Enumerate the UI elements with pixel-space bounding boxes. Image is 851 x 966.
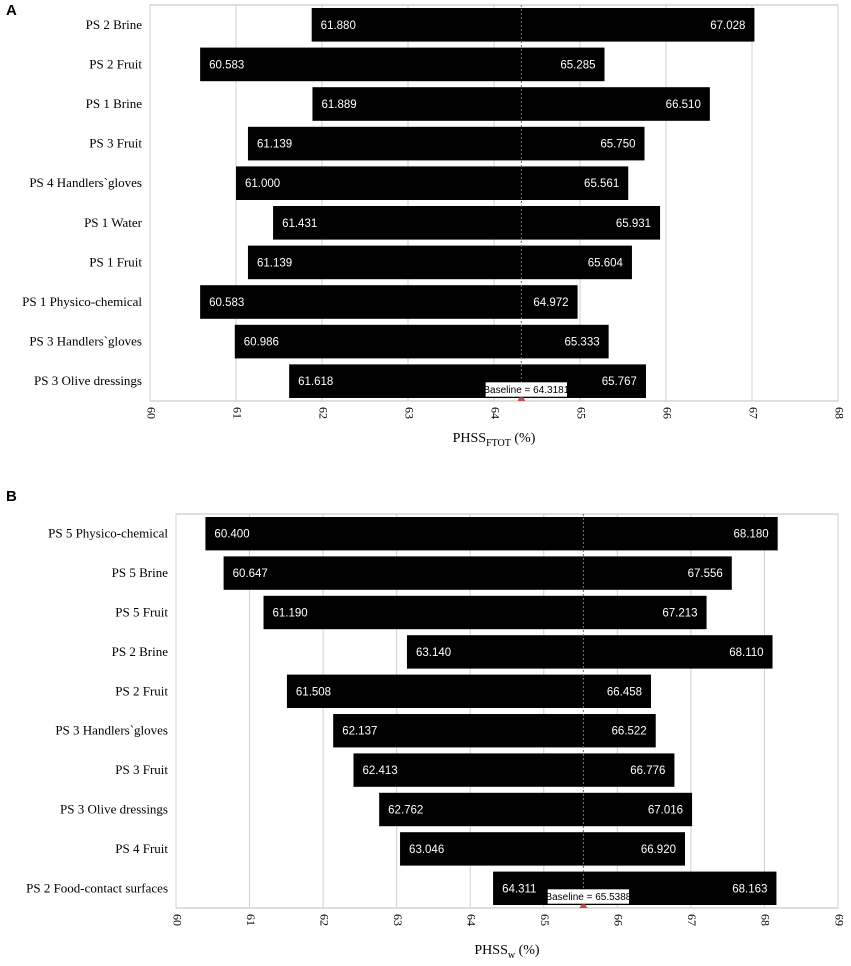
category-label: PS 2 Brine bbox=[111, 643, 168, 659]
range-bar bbox=[312, 8, 755, 42]
x-tick-label: 60 bbox=[144, 407, 159, 419]
bar-high-label: 68.163 bbox=[732, 883, 768, 896]
bar-low-label: 64.311 bbox=[502, 883, 537, 896]
category-label: PS 2 Food-contact surfaces bbox=[26, 880, 168, 896]
bar-low-label: 61.000 bbox=[245, 178, 281, 191]
bar-low-label: 61.889 bbox=[321, 99, 357, 111]
range-bar bbox=[407, 635, 773, 668]
category-label: PS 3 Olive dressings bbox=[34, 373, 142, 389]
bar-high-label: 66.776 bbox=[630, 765, 666, 778]
category-label: PS 3 Olive dressings bbox=[60, 801, 168, 817]
bar-low-label: 60.583 bbox=[209, 297, 245, 309]
bar-high-label: 65.604 bbox=[587, 257, 623, 270]
range-bar bbox=[248, 127, 645, 161]
category-label: PS 2 Fruit bbox=[115, 683, 168, 699]
x-tick-label: 67 bbox=[685, 914, 700, 926]
x-tick-label: 66 bbox=[660, 407, 675, 419]
bar-low-label: 61.508 bbox=[295, 686, 332, 699]
x-axis-title-suffix: (%) bbox=[515, 943, 540, 958]
category-label: PS 5 Physico-chemical bbox=[48, 525, 168, 541]
bar-low-label: 61.139 bbox=[256, 257, 293, 270]
bar-high-label: 66.920 bbox=[640, 843, 677, 856]
bar-high-label: 67.028 bbox=[710, 19, 746, 32]
bar-low-label: 61.139 bbox=[256, 138, 293, 151]
x-axis-title-subscript: FTOT bbox=[486, 438, 511, 449]
bar-high-label: 64.972 bbox=[533, 297, 569, 309]
category-label: PS 1 Brine bbox=[85, 96, 142, 111]
category-label: PS 3 Fruit bbox=[89, 135, 142, 151]
range-bar bbox=[287, 675, 651, 708]
range-bar bbox=[312, 87, 709, 121]
category-label: PS 5 Fruit bbox=[115, 604, 168, 620]
x-tick-label: 62 bbox=[316, 407, 331, 419]
x-axis-title bbox=[474, 943, 540, 961]
bar-high-label: 67.213 bbox=[662, 607, 698, 620]
bar-high-label: 67.016 bbox=[647, 804, 684, 817]
category-label: PS 3 Handlers`gloves bbox=[55, 722, 168, 738]
range-bar bbox=[353, 753, 674, 786]
range-bar bbox=[379, 793, 692, 826]
bar-high-label: 66.522 bbox=[611, 725, 647, 738]
x-tick-label: 60 bbox=[170, 914, 185, 926]
x-axis-title-main: PHSS bbox=[474, 943, 508, 958]
category-label: PS 1 Physico-chemical bbox=[22, 294, 142, 309]
x-tick-label: 65 bbox=[574, 407, 589, 419]
bar-low-label: 60.647 bbox=[232, 568, 268, 581]
x-tick-label: 69 bbox=[832, 914, 847, 926]
category-label: PS 1 Water bbox=[84, 214, 142, 230]
category-label: PS 4 Handlers`gloves bbox=[29, 175, 142, 191]
panel-b-letter: B bbox=[6, 488, 17, 505]
category-label: PS 2 Brine bbox=[85, 16, 142, 32]
bar-high-label: 65.333 bbox=[564, 336, 600, 349]
range-bar bbox=[235, 325, 609, 359]
x-tick-label: 63 bbox=[402, 407, 417, 419]
x-tick-label: 61 bbox=[243, 914, 258, 926]
category-label: PS 4 Fruit bbox=[115, 840, 168, 856]
x-tick-label: 68 bbox=[758, 914, 773, 926]
bar-low-label: 61.190 bbox=[272, 607, 308, 620]
range-bar bbox=[264, 596, 707, 629]
category-label: PS 1 Fruit bbox=[89, 254, 142, 270]
category-label: PS 2 Fruit bbox=[89, 56, 142, 72]
bar-high-label: 65.750 bbox=[600, 138, 636, 151]
panel-a-letter: A bbox=[6, 2, 17, 19]
range-bar bbox=[248, 246, 632, 280]
x-tick-label: 65 bbox=[538, 914, 553, 926]
category-label: PS 5 Brine bbox=[111, 565, 168, 581]
panel-b bbox=[0, 484, 851, 966]
tornado-chart-a bbox=[0, 0, 851, 450]
bar-low-label: 61.618 bbox=[298, 376, 334, 389]
x-tick-label: 64 bbox=[464, 914, 479, 926]
bar-high-label: 65.561 bbox=[584, 178, 620, 191]
range-bar bbox=[333, 714, 656, 747]
x-tick-label: 62 bbox=[317, 914, 332, 926]
range-bar bbox=[205, 517, 777, 550]
bar-high-label: 67.556 bbox=[687, 568, 723, 581]
bar-low-label: 60.583 bbox=[209, 59, 245, 72]
bar-low-label: 63.046 bbox=[409, 843, 445, 856]
bar-high-label: 65.285 bbox=[560, 59, 596, 72]
bar-high-label: 66.510 bbox=[665, 99, 701, 111]
baseline-label: Baseline = 64.3181 bbox=[483, 385, 570, 396]
bar-high-label: 65.767 bbox=[601, 376, 637, 389]
bar-low-label: 62.413 bbox=[362, 765, 398, 778]
x-tick-label: 66 bbox=[611, 914, 626, 926]
x-tick-label: 68 bbox=[832, 407, 847, 419]
x-axis-title-suffix: (%) bbox=[510, 431, 536, 446]
x-tick-label: 63 bbox=[390, 914, 405, 926]
category-label: PS 3 Fruit bbox=[115, 762, 168, 778]
bar-low-label: 60.400 bbox=[214, 528, 250, 541]
baseline-label: Baseline = 65.5388 bbox=[545, 892, 632, 903]
range-bar bbox=[224, 556, 732, 589]
bar-high-label: 66.458 bbox=[606, 686, 643, 699]
range-bar bbox=[289, 364, 646, 398]
x-axis-title bbox=[453, 431, 536, 449]
bar-high-label: 68.110 bbox=[729, 646, 764, 659]
range-bar bbox=[236, 166, 628, 200]
bar-low-label: 61.880 bbox=[320, 19, 356, 32]
range-bar bbox=[273, 206, 660, 240]
bar-low-label: 62.762 bbox=[388, 804, 424, 817]
x-tick-label: 67 bbox=[746, 407, 761, 419]
x-tick-label: 64 bbox=[488, 407, 503, 419]
bar-low-label: 62.137 bbox=[342, 725, 378, 738]
category-label: PS 3 Handlers`gloves bbox=[29, 333, 142, 349]
x-axis-title-main: PHSS bbox=[452, 431, 487, 446]
bar-low-label: 61.431 bbox=[282, 217, 318, 230]
tornado-chart-b bbox=[0, 484, 851, 966]
bar-high-label: 68.180 bbox=[733, 528, 769, 541]
x-tick-label: 61 bbox=[230, 407, 245, 419]
panel-a bbox=[0, 0, 851, 450]
bar-low-label: 63.140 bbox=[415, 646, 452, 659]
bar-low-label: 60.986 bbox=[243, 336, 279, 349]
x-axis-title-subscript: w bbox=[507, 950, 516, 961]
range-bar bbox=[200, 48, 604, 82]
bar-high-label: 65.931 bbox=[615, 217, 652, 230]
